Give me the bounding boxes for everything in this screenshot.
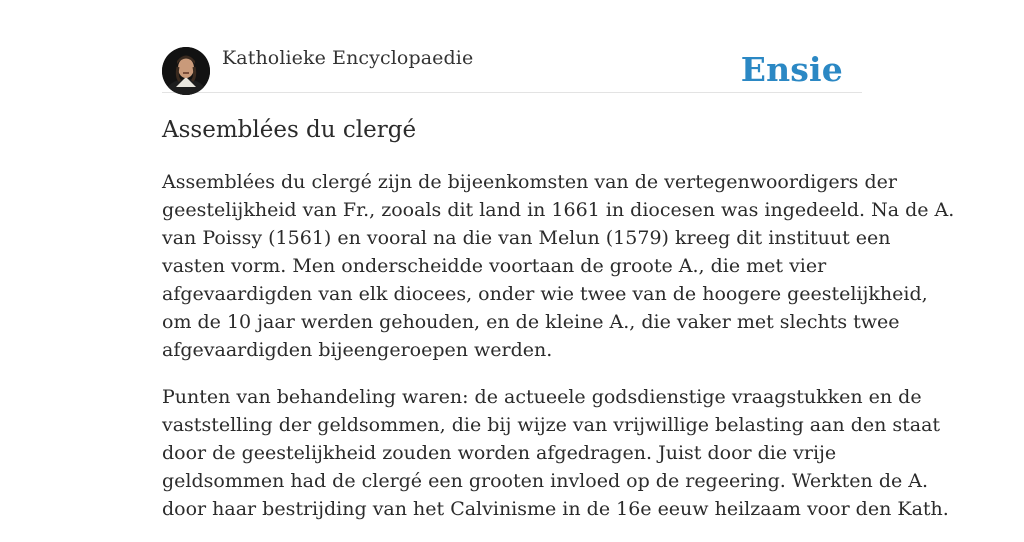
site-title[interactable]: Katholieke Encyclopaedie <box>222 47 474 69</box>
text-line: afgevaardigden bijeengeroepen werden. <box>162 339 553 361</box>
text-line: Punten van behandeling waren: de actueele godsdienstige vraagstukken en de <box>162 386 922 408</box>
article-title: Assemblées du clergé <box>162 117 417 143</box>
article-body <box>162 168 955 542</box>
text-line: door de geestelijkheid zouden worden afgedragen. Juist door die vrije <box>162 442 837 464</box>
text-line: geestelijkheid van Fr., zooals dit land in 1661 in diocesen was ingedeeld. Na de A. <box>162 199 955 221</box>
text-line: geldsommen had de clergé een grooten invloed op de regeering. Werkten de A. <box>162 470 929 492</box>
text-line: door haar bestrijding van het Calvinisme in de 16e eeuw heilzaam voor den Kath. <box>162 498 949 520</box>
ensie-logo[interactable]: Ensie <box>740 50 843 89</box>
paragraph-2 <box>162 383 949 523</box>
text-line: vaststelling der geldsommen, die bij wijze van vrijwillige belasting aan den staat <box>162 414 941 436</box>
article-page <box>162 0 955 520</box>
site-header <box>162 0 862 93</box>
text-line: om de 10 jaar werden gehouden, en de kleine A., die vaker met slechts twee <box>162 311 900 333</box>
text-line: vasten vorm. Men onderscheidde voortaan de groote A., die met vier <box>162 255 827 277</box>
portrait-image <box>162 47 210 95</box>
text-line: Assemblées du clergé zijn de bijeenkomsten van de vertegenwoordigers der <box>162 171 897 193</box>
text-line: afgevaardigden van elk diocees, onder wie twee van de hoogere geestelijkheid, <box>162 283 928 305</box>
paragraph-1 <box>162 168 955 364</box>
portrait-avatar-icon[interactable] <box>162 47 210 95</box>
text-line: van Poissy (1561) en vooral na die van Melun (1579) kreeg dit instituut een <box>162 227 891 249</box>
